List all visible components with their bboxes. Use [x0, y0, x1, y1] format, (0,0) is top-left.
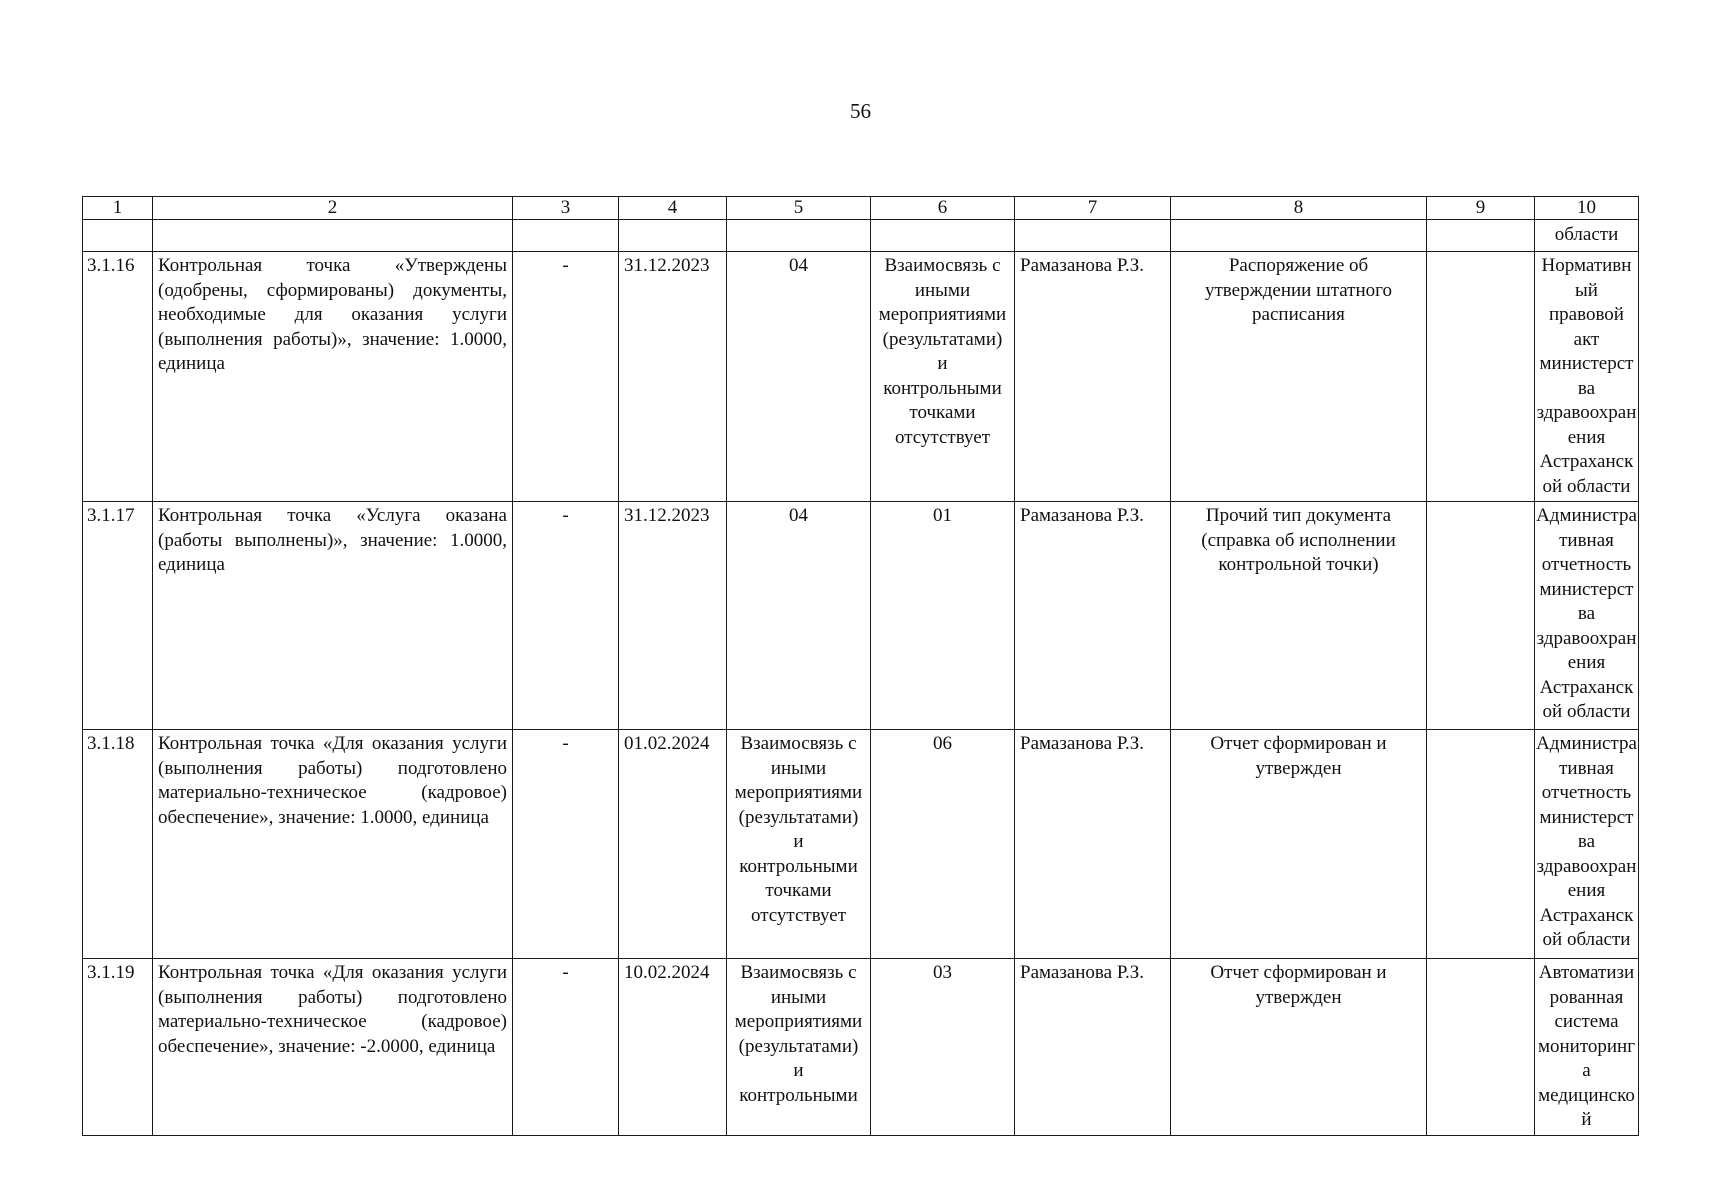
row-col3: - [513, 252, 619, 502]
row-col6: 06 [871, 730, 1015, 959]
row-col10: Автоматизированная система мониторинга медицинской [1535, 959, 1639, 1136]
row-description: Контрольная точка «Утверждены (одобрены, сформированы) документы, необходимые для оказания услуги (выполнения работы)», значение: 1.0000, единица [153, 252, 513, 502]
row-description: Контрольная точка «Услуга оказана (работы выполнены)», значение: 1.0000, единица [153, 502, 513, 730]
row-number: 3.1.16 [83, 252, 153, 502]
table-cell [513, 220, 619, 252]
row-document: Отчет сформирован и утвержден [1171, 730, 1427, 959]
table-cell [727, 220, 871, 252]
column-header: 5 [727, 197, 871, 220]
column-header: 7 [1015, 197, 1171, 220]
column-header: 6 [871, 197, 1015, 220]
continuation-row [83, 220, 1639, 252]
row-description: Контрольная точка «Для оказания услуги (выполнения работы) подготовлено материально-техническое (кадровое) обеспечение», значение: -2.0000, единица [153, 959, 513, 1136]
row-col3: - [513, 502, 619, 730]
row-col5: 04 [727, 502, 871, 730]
table-cell [1171, 220, 1427, 252]
continuation-cell: области [1535, 220, 1639, 252]
table-cell [871, 220, 1015, 252]
row-col10: Административная отчетность министерства здравоохранения Астраханской области [1535, 502, 1639, 730]
column-header: 10 [1535, 197, 1639, 220]
table-row [83, 502, 1639, 730]
row-col6: Взаимосвязь с иными мероприятиями (результатами) и контрольными точками отсутствует [871, 252, 1015, 502]
row-col10: Нормативный правовой акт министерства здравоохранения Астраханской области [1535, 252, 1639, 502]
row-number: 3.1.17 [83, 502, 153, 730]
page-number: 56 [850, 99, 871, 123]
control-points-table [82, 196, 1639, 1136]
row-col9 [1427, 252, 1535, 502]
row-number: 3.1.18 [83, 730, 153, 959]
column-header: 3 [513, 197, 619, 220]
row-date: 31.12.2023 [619, 252, 727, 502]
column-header: 9 [1427, 197, 1535, 220]
row-col10: Административная отчетность министерства здравоохранения Астраханской области [1535, 730, 1639, 959]
row-col5: 04 [727, 252, 871, 502]
row-col3: - [513, 959, 619, 1136]
table-row [83, 959, 1639, 1136]
column-number-row [83, 197, 1639, 220]
table-row [83, 730, 1639, 959]
row-responsible: Рамазанова Р.З. [1015, 730, 1171, 959]
row-responsible: Рамазанова Р.З. [1015, 959, 1171, 1136]
row-col5: Взаимосвязь с иными мероприятиями (результатами) и контрольными точками отсутствует [727, 730, 871, 959]
row-date: 01.02.2024 [619, 730, 727, 959]
table-cell [83, 220, 153, 252]
row-col3: - [513, 730, 619, 959]
table-cell [619, 220, 727, 252]
row-date: 10.02.2024 [619, 959, 727, 1136]
column-header: 1 [83, 197, 153, 220]
table-row [83, 252, 1639, 502]
table-cell [153, 220, 513, 252]
row-col6: 03 [871, 959, 1015, 1136]
row-col5: Взаимосвязь с иными мероприятиями (результатами) и контрольными [727, 959, 871, 1136]
row-document: Прочий тип документа (справка об исполнении контрольной точки) [1171, 502, 1427, 730]
row-col9 [1427, 730, 1535, 959]
row-number: 3.1.19 [83, 959, 153, 1136]
row-description: Контрольная точка «Для оказания услуги (выполнения работы) подготовлено материально-техническое (кадровое) обеспечение», значение: 1.0000, единица [153, 730, 513, 959]
column-header: 4 [619, 197, 727, 220]
row-col9 [1427, 959, 1535, 1136]
row-responsible: Рамазанова Р.З. [1015, 252, 1171, 502]
row-responsible: Рамазанова Р.З. [1015, 502, 1171, 730]
row-col6: 01 [871, 502, 1015, 730]
row-col9 [1427, 502, 1535, 730]
column-header: 2 [153, 197, 513, 220]
row-date: 31.12.2023 [619, 502, 727, 730]
row-document: Отчет сформирован и утвержден [1171, 959, 1427, 1136]
table-cell [1427, 220, 1535, 252]
table-cell [1015, 220, 1171, 252]
row-document: Распоряжение об утверждении штатного расписания [1171, 252, 1427, 502]
column-header: 8 [1171, 197, 1427, 220]
